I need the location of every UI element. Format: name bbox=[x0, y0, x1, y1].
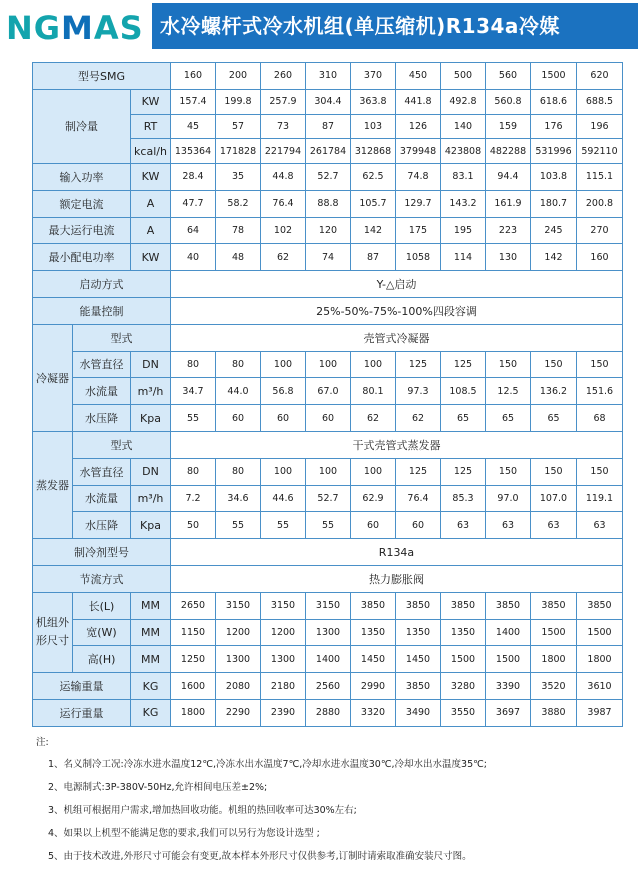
value-cell: 94.4 bbox=[486, 164, 531, 191]
value-cell: 1300 bbox=[306, 619, 351, 646]
value-cell: 363.8 bbox=[351, 89, 396, 114]
value-cell: 85.3 bbox=[441, 485, 486, 512]
dimensions-label-line: 形尺寸 bbox=[36, 634, 69, 648]
value-cell: 40 bbox=[171, 244, 216, 271]
value-cell: 3150 bbox=[306, 592, 351, 619]
value-cell: 100 bbox=[351, 351, 396, 378]
unit-cell: KG bbox=[131, 673, 171, 700]
table-row bbox=[33, 63, 623, 90]
unit-cell: KW bbox=[131, 164, 171, 191]
value-cell: 3150 bbox=[261, 592, 306, 619]
param-label: 水流量 bbox=[73, 378, 131, 405]
value-cell: 620 bbox=[577, 63, 623, 90]
value-cell: 160 bbox=[577, 244, 623, 271]
note-item: 2、电源制式:3P-380V-50Hz,允许相间电压差±2%; bbox=[48, 782, 268, 793]
value-cell: 423808 bbox=[441, 139, 486, 164]
value-cell: 63 bbox=[577, 512, 623, 539]
value-cell: 65 bbox=[531, 405, 577, 432]
value-cell: 1250 bbox=[171, 646, 216, 673]
value-cell: 125 bbox=[396, 351, 441, 378]
value-cell: 560.8 bbox=[486, 89, 531, 114]
table-row bbox=[33, 619, 623, 646]
param-label: 长(L) bbox=[73, 592, 131, 619]
throttle-label: 节流方式 bbox=[33, 565, 171, 592]
value-cell: 3850 bbox=[396, 673, 441, 700]
value-cell: 107.0 bbox=[531, 485, 577, 512]
value-cell: 60 bbox=[216, 405, 261, 432]
value-cell: 1300 bbox=[216, 646, 261, 673]
power-label: 输入功率 bbox=[33, 164, 131, 191]
unit-cell: DN bbox=[131, 351, 171, 378]
value-cell: 68 bbox=[577, 405, 623, 432]
value-cell: 35 bbox=[216, 164, 261, 191]
value-cell: 200 bbox=[216, 63, 261, 90]
value-cell: 175 bbox=[396, 217, 441, 244]
value-cell: 1350 bbox=[441, 619, 486, 646]
table-row bbox=[33, 405, 623, 432]
value-cell: 143.2 bbox=[441, 190, 486, 217]
value-cell: 62.5 bbox=[351, 164, 396, 191]
value-cell: 1450 bbox=[396, 646, 441, 673]
value-cell: 3280 bbox=[441, 673, 486, 700]
header bbox=[0, 0, 638, 54]
table-row bbox=[33, 351, 623, 378]
value-cell: 3390 bbox=[486, 673, 531, 700]
note-item: 5、由于技术改进,外形尺寸可能会有变更,故本样本外形尺寸仅供参考,订制时请索取准确安装尺寸图。 bbox=[48, 851, 472, 862]
note-item: 4、如果以上机型不能满足您的要求,我们可以另行为您设计选型 ; bbox=[48, 828, 320, 839]
unit-cell: m³/h bbox=[131, 485, 171, 512]
value-cell: 136.2 bbox=[531, 378, 577, 405]
unit-cell: KW bbox=[131, 89, 171, 114]
table-row bbox=[33, 646, 623, 673]
unit-cell: MM bbox=[131, 646, 171, 673]
value-cell: 3850 bbox=[441, 592, 486, 619]
value-cell: 58.2 bbox=[216, 190, 261, 217]
refrigerant-label: 制冷剂型号 bbox=[33, 539, 171, 566]
value-cell: 150 bbox=[531, 351, 577, 378]
value-cell: 100 bbox=[261, 351, 306, 378]
value-cell: 1350 bbox=[396, 619, 441, 646]
cooling-capacity-label: 制冷量 bbox=[33, 89, 131, 163]
page-title: 水冷螺杆式冷水机组(单压缩机)R134a冷媒 bbox=[160, 14, 560, 38]
table-row bbox=[33, 431, 623, 458]
unit-cell: A bbox=[131, 190, 171, 217]
value-cell: 114 bbox=[441, 244, 486, 271]
value-cell: 1300 bbox=[261, 646, 306, 673]
value-cell: 2880 bbox=[306, 699, 351, 726]
value-cell: 50 bbox=[171, 512, 216, 539]
unit-cell: A bbox=[131, 217, 171, 244]
value-cell: 130 bbox=[486, 244, 531, 271]
value-cell: 103.8 bbox=[531, 164, 577, 191]
table-row bbox=[33, 244, 623, 271]
table-row bbox=[33, 217, 623, 244]
value-cell: 125 bbox=[441, 351, 486, 378]
table-row bbox=[33, 592, 623, 619]
value-cell: 108.5 bbox=[441, 378, 486, 405]
unit-cell: DN bbox=[131, 458, 171, 485]
value-cell: 126 bbox=[396, 114, 441, 139]
value-cell: 62.9 bbox=[351, 485, 396, 512]
condenser-type-value: 壳管式冷凝器 bbox=[171, 324, 623, 351]
max-current-label: 最大运行电流 bbox=[33, 217, 131, 244]
value-cell: 65 bbox=[441, 405, 486, 432]
capacity-control-value: 25%-50%-75%-100%四段容调 bbox=[171, 297, 623, 324]
param-label: 高(H) bbox=[73, 646, 131, 673]
value-cell: 45 bbox=[171, 114, 216, 139]
value-cell: 47.7 bbox=[171, 190, 216, 217]
min-power-label: 最小配电功率 bbox=[33, 244, 131, 271]
throttle-value: 热力膨胀阀 bbox=[171, 565, 623, 592]
value-cell: 135364 bbox=[171, 139, 216, 164]
value-cell: 80 bbox=[171, 351, 216, 378]
value-cell: 221794 bbox=[261, 139, 306, 164]
unit-cell: MM bbox=[131, 592, 171, 619]
value-cell: 2560 bbox=[306, 673, 351, 700]
value-cell: 60 bbox=[396, 512, 441, 539]
table-row bbox=[33, 673, 623, 700]
value-cell: 125 bbox=[441, 458, 486, 485]
value-cell: 482288 bbox=[486, 139, 531, 164]
value-cell: 310 bbox=[306, 63, 351, 90]
value-cell: 270 bbox=[577, 217, 623, 244]
value-cell: 80 bbox=[171, 458, 216, 485]
value-cell: 55 bbox=[171, 405, 216, 432]
table-row bbox=[33, 89, 623, 114]
table-row bbox=[33, 271, 623, 298]
param-label: 水流量 bbox=[73, 485, 131, 512]
value-cell: 1400 bbox=[486, 619, 531, 646]
value-cell: 74.8 bbox=[396, 164, 441, 191]
value-cell: 55 bbox=[306, 512, 351, 539]
value-cell: 100 bbox=[306, 458, 351, 485]
table-row bbox=[33, 512, 623, 539]
evaporator-label: 蒸发器 bbox=[33, 431, 73, 538]
unit-cell: RT bbox=[131, 114, 171, 139]
value-cell: 592110 bbox=[577, 139, 623, 164]
value-cell: 157.4 bbox=[171, 89, 216, 114]
value-cell: 102 bbox=[261, 217, 306, 244]
value-cell: 3610 bbox=[577, 673, 623, 700]
value-cell: 62 bbox=[351, 405, 396, 432]
value-cell: 150 bbox=[531, 458, 577, 485]
value-cell: 1450 bbox=[351, 646, 396, 673]
value-cell: 261784 bbox=[306, 139, 351, 164]
value-cell: 196 bbox=[577, 114, 623, 139]
table-row bbox=[33, 190, 623, 217]
value-cell: 142 bbox=[351, 217, 396, 244]
value-cell: 260 bbox=[261, 63, 306, 90]
value-cell: 57 bbox=[216, 114, 261, 139]
value-cell: 245 bbox=[531, 217, 577, 244]
param-label: 水管直径 bbox=[73, 351, 131, 378]
value-cell: 62 bbox=[261, 244, 306, 271]
value-cell: 63 bbox=[531, 512, 577, 539]
value-cell: 2990 bbox=[351, 673, 396, 700]
value-cell: 1800 bbox=[577, 646, 623, 673]
value-cell: 1800 bbox=[531, 646, 577, 673]
value-cell: 2650 bbox=[171, 592, 216, 619]
capacity-control-label: 能量控制 bbox=[33, 297, 171, 324]
value-cell: 159 bbox=[486, 114, 531, 139]
value-cell: 3850 bbox=[396, 592, 441, 619]
value-cell: 87 bbox=[306, 114, 351, 139]
value-cell: 492.8 bbox=[441, 89, 486, 114]
table-row bbox=[33, 565, 623, 592]
value-cell: 44.6 bbox=[261, 485, 306, 512]
param-label: 水管直径 bbox=[73, 458, 131, 485]
value-cell: 1200 bbox=[216, 619, 261, 646]
value-cell: 1500 bbox=[486, 646, 531, 673]
unit-cell: KG bbox=[131, 699, 171, 726]
table-row bbox=[33, 458, 623, 485]
table-row bbox=[33, 324, 623, 351]
table-row bbox=[33, 485, 623, 512]
value-cell: 100 bbox=[306, 351, 351, 378]
value-cell: 105.7 bbox=[351, 190, 396, 217]
value-cell: 7.2 bbox=[171, 485, 216, 512]
value-cell: 55 bbox=[216, 512, 261, 539]
value-cell: 140 bbox=[441, 114, 486, 139]
value-cell: 34.6 bbox=[216, 485, 261, 512]
unit-cell: Kpa bbox=[131, 512, 171, 539]
value-cell: 531996 bbox=[531, 139, 577, 164]
value-cell: 65 bbox=[486, 405, 531, 432]
value-cell: 2180 bbox=[261, 673, 306, 700]
value-cell: 120 bbox=[306, 217, 351, 244]
rated-current-label: 额定电流 bbox=[33, 190, 131, 217]
unit-cell: Kpa bbox=[131, 405, 171, 432]
value-cell: 76.4 bbox=[261, 190, 306, 217]
value-cell: 74 bbox=[306, 244, 351, 271]
table-row bbox=[33, 378, 623, 405]
value-cell: 312868 bbox=[351, 139, 396, 164]
brand-logo: NGMAS bbox=[6, 9, 144, 47]
value-cell: 450 bbox=[396, 63, 441, 90]
spec-table bbox=[32, 62, 623, 727]
value-cell: 150 bbox=[577, 458, 623, 485]
value-cell: 12.5 bbox=[486, 378, 531, 405]
value-cell: 1058 bbox=[396, 244, 441, 271]
value-cell: 83.1 bbox=[441, 164, 486, 191]
param-label: 宽(W) bbox=[73, 619, 131, 646]
value-cell: 60 bbox=[351, 512, 396, 539]
value-cell: 161.9 bbox=[486, 190, 531, 217]
value-cell: 150 bbox=[486, 351, 531, 378]
value-cell: 1600 bbox=[171, 673, 216, 700]
value-cell: 3880 bbox=[531, 699, 577, 726]
value-cell: 3850 bbox=[486, 592, 531, 619]
value-cell: 560 bbox=[486, 63, 531, 90]
value-cell: 257.9 bbox=[261, 89, 306, 114]
notes bbox=[36, 733, 631, 868]
unit-cell: KW bbox=[131, 244, 171, 271]
evaporator-type-label: 型式 bbox=[73, 431, 171, 458]
value-cell: 370 bbox=[351, 63, 396, 90]
value-cell: 176 bbox=[531, 114, 577, 139]
table-row bbox=[33, 539, 623, 566]
note-item: 3、机组可根据用户需求,增加热回收功能。机组的热回收率可达30%左右; bbox=[48, 805, 357, 816]
value-cell: 3850 bbox=[351, 592, 396, 619]
value-cell: 80.1 bbox=[351, 378, 396, 405]
value-cell: 97.3 bbox=[396, 378, 441, 405]
value-cell: 44.0 bbox=[216, 378, 261, 405]
value-cell: 441.8 bbox=[396, 89, 441, 114]
value-cell: 78 bbox=[216, 217, 261, 244]
value-cell: 3150 bbox=[216, 592, 261, 619]
value-cell: 3987 bbox=[577, 699, 623, 726]
value-cell: 87 bbox=[351, 244, 396, 271]
value-cell: 1150 bbox=[171, 619, 216, 646]
value-cell: 3697 bbox=[486, 699, 531, 726]
value-cell: 63 bbox=[441, 512, 486, 539]
value-cell: 151.6 bbox=[577, 378, 623, 405]
value-cell: 379948 bbox=[396, 139, 441, 164]
evaporator-type-value: 干式壳管式蒸发器 bbox=[171, 431, 623, 458]
value-cell: 3320 bbox=[351, 699, 396, 726]
model-label: 型号SMG bbox=[33, 63, 171, 90]
value-cell: 3520 bbox=[531, 673, 577, 700]
value-cell: 100 bbox=[261, 458, 306, 485]
value-cell: 60 bbox=[306, 405, 351, 432]
value-cell: 3850 bbox=[577, 592, 623, 619]
value-cell: 223 bbox=[486, 217, 531, 244]
value-cell: 60 bbox=[261, 405, 306, 432]
dimensions-label bbox=[33, 592, 73, 672]
unit-cell: kcal/h bbox=[131, 139, 171, 164]
value-cell: 52.7 bbox=[306, 485, 351, 512]
value-cell: 67.0 bbox=[306, 378, 351, 405]
value-cell: 125 bbox=[396, 458, 441, 485]
note-item: 1、名义制冷工况:冷冻水进水温度12℃,冷冻水出水温度7℃,冷却水进水温度30℃,冷却水出水温度35℃; bbox=[48, 759, 487, 770]
value-cell: 1500 bbox=[531, 619, 577, 646]
value-cell: 88.8 bbox=[306, 190, 351, 217]
table-row bbox=[33, 164, 623, 191]
value-cell: 500 bbox=[441, 63, 486, 90]
value-cell: 195 bbox=[441, 217, 486, 244]
value-cell: 1200 bbox=[261, 619, 306, 646]
dimensions-label-line: 机组外 bbox=[36, 616, 69, 630]
value-cell: 3490 bbox=[396, 699, 441, 726]
value-cell: 3550 bbox=[441, 699, 486, 726]
value-cell: 80 bbox=[216, 351, 261, 378]
operating-weight-label: 运行重量 bbox=[33, 699, 131, 726]
value-cell: 2080 bbox=[216, 673, 261, 700]
value-cell: 2290 bbox=[216, 699, 261, 726]
value-cell: 1500 bbox=[531, 63, 577, 90]
refrigerant-value: R134a bbox=[171, 539, 623, 566]
notes-heading: 注: bbox=[36, 737, 49, 748]
value-cell: 28.4 bbox=[171, 164, 216, 191]
value-cell: 688.5 bbox=[577, 89, 623, 114]
value-cell: 119.1 bbox=[577, 485, 623, 512]
value-cell: 2390 bbox=[261, 699, 306, 726]
value-cell: 200.8 bbox=[577, 190, 623, 217]
value-cell: 34.7 bbox=[171, 378, 216, 405]
value-cell: 48 bbox=[216, 244, 261, 271]
value-cell: 64 bbox=[171, 217, 216, 244]
value-cell: 1800 bbox=[171, 699, 216, 726]
value-cell: 103 bbox=[351, 114, 396, 139]
value-cell: 199.8 bbox=[216, 89, 261, 114]
value-cell: 142 bbox=[531, 244, 577, 271]
condenser-type-label: 型式 bbox=[73, 324, 171, 351]
value-cell: 44.8 bbox=[261, 164, 306, 191]
start-mode-value: Y-△启动 bbox=[171, 271, 623, 298]
value-cell: 1500 bbox=[441, 646, 486, 673]
value-cell: 115.1 bbox=[577, 164, 623, 191]
value-cell: 180.7 bbox=[531, 190, 577, 217]
unit-cell: m³/h bbox=[131, 378, 171, 405]
value-cell: 62 bbox=[396, 405, 441, 432]
param-label: 水压降 bbox=[73, 405, 131, 432]
value-cell: 73 bbox=[261, 114, 306, 139]
condenser-label: 冷凝器 bbox=[33, 324, 73, 431]
value-cell: 160 bbox=[171, 63, 216, 90]
value-cell: 150 bbox=[577, 351, 623, 378]
param-label: 水压降 bbox=[73, 512, 131, 539]
value-cell: 63 bbox=[486, 512, 531, 539]
start-mode-label: 启动方式 bbox=[33, 271, 171, 298]
value-cell: 150 bbox=[486, 458, 531, 485]
value-cell: 1350 bbox=[351, 619, 396, 646]
value-cell: 171828 bbox=[216, 139, 261, 164]
value-cell: 55 bbox=[261, 512, 306, 539]
value-cell: 1400 bbox=[306, 646, 351, 673]
value-cell: 76.4 bbox=[396, 485, 441, 512]
value-cell: 129.7 bbox=[396, 190, 441, 217]
value-cell: 1500 bbox=[577, 619, 623, 646]
value-cell: 100 bbox=[351, 458, 396, 485]
value-cell: 52.7 bbox=[306, 164, 351, 191]
value-cell: 618.6 bbox=[531, 89, 577, 114]
unit-cell: MM bbox=[131, 619, 171, 646]
transport-weight-label: 运输重量 bbox=[33, 673, 131, 700]
value-cell: 304.4 bbox=[306, 89, 351, 114]
value-cell: 80 bbox=[216, 458, 261, 485]
value-cell: 56.8 bbox=[261, 378, 306, 405]
table-row bbox=[33, 297, 623, 324]
value-cell: 97.0 bbox=[486, 485, 531, 512]
value-cell: 3850 bbox=[531, 592, 577, 619]
table-row bbox=[33, 699, 623, 726]
